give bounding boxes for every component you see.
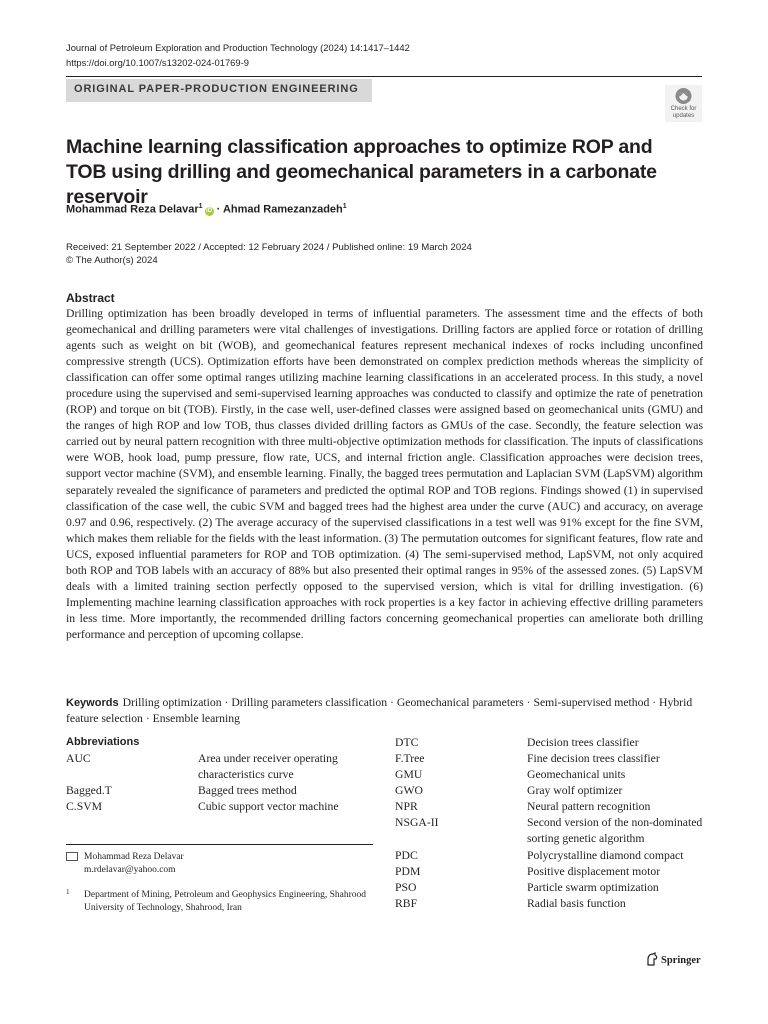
abbreviation-term: RBF — [395, 897, 418, 910]
affiliation-number: 1 — [66, 888, 70, 896]
abbreviation-definition: Bagged trees method — [198, 784, 297, 797]
abbreviation-term: PDM — [395, 865, 421, 878]
author-affiliation-marker: 1 — [198, 203, 203, 210]
article-title: Machine learning classification approaches to optimize ROP and TOB using drilling and geomechanical parameters in a carbonate reservoir — [66, 136, 657, 208]
abbreviation-term: PSO — [395, 881, 417, 894]
abbreviation-definition: Particle swarm optimization — [527, 881, 659, 894]
keywords-text: Drilling optimization · Drilling parameters classification · Geomechanical parameters · Semi-supervised method · Hybrid feature selection · Ensemble learning — [66, 696, 693, 725]
copyright-line: © The Author(s) 2024 — [66, 255, 158, 266]
corresponding-author-email[interactable]: m.rdelavar@yahoo.com — [84, 865, 176, 875]
abbreviation-term: C.SVM — [66, 800, 103, 813]
abbreviation-term: GWO — [395, 784, 423, 797]
doi-link[interactable]: https://doi.org/10.1007/s13202-024-01769-9 — [66, 57, 249, 68]
category-band — [66, 79, 372, 102]
check-for-updates-label: Check for updates — [670, 106, 697, 119]
envelope-icon — [66, 852, 78, 861]
header-divider — [66, 76, 702, 77]
abbreviation-definition: Area under receiver operating characteristics curve — [198, 752, 338, 781]
publication-dates — [66, 241, 472, 267]
author-name[interactable]: Ahmad Ramezanzadeh — [222, 203, 343, 216]
author-name[interactable]: Mohammad Reza Delavar — [66, 203, 199, 216]
abbreviation-definition: Geomechanical units — [527, 768, 626, 781]
affiliation-text: Department of Mining, Petroleum and Geophysics Engineering, Shahrood University of Technology, Shahrood, Iran — [84, 890, 367, 913]
author-separator: · — [213, 203, 223, 216]
abbreviation-term: PDC — [395, 849, 418, 862]
abbreviation-definition: Positive displacement motor — [527, 865, 661, 878]
abbreviation-term: NSGA-II — [395, 816, 439, 829]
check-for-updates-badge[interactable] — [665, 85, 702, 122]
abbreviation-definition: Polycrystalline diamond compact — [527, 849, 684, 862]
corresponding-author-name: Mohammad Reza Delavar — [84, 852, 184, 862]
keywords-label: Keywords — [66, 697, 119, 709]
abbreviation-definition: Fine decision trees classifier — [527, 752, 660, 765]
abstract-heading: Abstract — [66, 291, 115, 305]
publisher-logo — [646, 952, 701, 966]
abbreviation-term: DTC — [395, 736, 419, 749]
abbreviation-term: F.Tree — [395, 752, 425, 765]
footnote-divider — [66, 844, 373, 845]
abbreviation-term: Bagged.T — [66, 784, 112, 797]
abbreviation-term: AUC — [66, 752, 91, 765]
abstract-text: Drilling optimization has been broadly developed in terms of influential parameters. The assessment time and the effects of both geomechanical and drilling parameters were vital challenges of investigations. Drilling factors are applied force or rotation of drilling agents such as weight on bit (WOB), and geomechanical features represent mechanical indexes of rocks including unconfined compressive strength (UCS). Optimization efforts have been demonstrated on complex prediction methods whereas the simplicity of classification can offer some optimal ranges utilizing machine learning classifications in an accelerated process. In this study, a novel procedure using the supervised and semi-supervised learning approaches was conducted to classify and optimize the rate of penetration (ROP) and torque on bit (TOB). Firstly, in the case well, user-defined classes were assigned based on geomechanical units (GMU) and the ranges of high ROP and low TOB, thus classes divided drilling factors as GMUs of the case. Secondly, the feature selection was carried out by neural pattern recognition with three multi-objective optimization methods for classification. The inputs of classifications were WOB, hook load, pump pressure, flow rate, UCS, and internal friction angle. Classification approaches were decision trees, support vector machine (SVM), and ensemble learning. Finally, the bagged trees permutation and Laplacian SVM (LapSVM) algorithm separately revealed the significance of parameters and predicted the optimal ROP and TOB regions. Findings showed (1) in supervised classification of the case well, the cubic SVM and bagged trees had the highest area under the curve (AUC) and accuracy, on average 0.97 and 0.96, respectively. (2) The average accuracy of the supervised classifications in a test well was 91% except for the fine SVM, which makes them reliable for the fields with the least information. (3) The permutation outcomes for significant features, flow rate and UCS, exposed influential parameters for ROP and TOB optimization. (4) The semi-supervised method, LapSVM, not only acquired both ROP and TOB labels with an accuracy of 88% but also presented their optimal ranges in 95% of the assessed zones. (5) LapSVM deals with a limited training section perfectly opposed to the supervised version, which is vital for drilling investigation. (6) Implementing machine learning classification approaches with rock properties is a key factor in achieving effective drilling parameters in less time. More importantly, the recommended drilling factors concerning geomechanical properties can ameliorate both drilling performance and perception of upcoming collapse. — [66, 307, 703, 641]
abbreviation-definition: Cubic support vector machine — [198, 800, 339, 813]
abbreviation-definition: Radial basis function — [527, 897, 626, 910]
journal-header — [66, 40, 410, 70]
abbreviation-term: NPR — [395, 800, 418, 813]
abbreviation-term: GMU — [395, 768, 423, 781]
abbreviation-definition: Decision trees classifier — [527, 736, 639, 749]
keywords-block — [66, 695, 703, 727]
author-affiliation-marker: 1 — [342, 203, 347, 210]
publisher-name: Springer — [661, 955, 701, 966]
author-list — [66, 203, 347, 216]
article-category: ORIGINAL PAPER-PRODUCTION ENGINEERING — [74, 83, 359, 95]
orcid-icon[interactable]: iD — [206, 207, 213, 214]
abbreviations-heading: Abbreviations — [66, 736, 140, 748]
abbreviation-definition: Neural pattern recognition — [527, 800, 651, 813]
abbreviation-definition: Second version of the non-dominated sorting genetic algorithm — [527, 816, 703, 845]
abbreviation-definition: Gray wolf optimizer — [527, 784, 623, 797]
journal-citation: Journal of Petroleum Exploration and Production Technology (2024) 14:1417–1442 — [66, 42, 410, 53]
springer-horse-icon — [646, 952, 658, 966]
history-dates: Received: 21 September 2022 / Accepted: 12 February 2024 / Published online: 19 March 2024 — [66, 242, 472, 253]
